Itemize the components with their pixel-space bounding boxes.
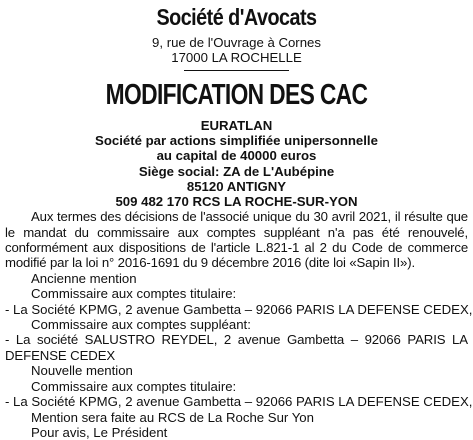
notice-headline: MODIFICATION DES CAC: [105, 79, 368, 111]
former-substitute-label: Commissaire aux comptes suppléant:: [31, 317, 251, 333]
company-capital: au capital de 40000 euros: [156, 148, 317, 164]
separator-rule: [184, 70, 289, 71]
company-registered-office: Siège social: ZA de L'Aubépine: [138, 163, 335, 179]
former-titular-label: Commissaire aux comptes titulaire:: [31, 286, 237, 302]
company-rcs: 509 482 170 RCS LA ROCHE-SUR-YON: [115, 194, 358, 210]
new-titular-label: Commissaire aux comptes titulaire:: [31, 378, 237, 394]
former-substitute-auditor: - La société SALUSTRO REYDEL, 2 avenue Gambetta – 92066 PARIS LA DEFENSE CEDEX: [5, 332, 468, 363]
legal-notice: [5, 0, 473, 440]
company-city: 85120 ANTIGNY: [186, 178, 287, 194]
rcs-mention: Mention sera faite au RCS de La Roche Sur Yon: [31, 409, 314, 425]
firm-address-line1: 9, rue de l'Ouvrage à Cornes: [152, 35, 321, 50]
company-block: [5, 118, 468, 209]
intro-paragraph: Aux termes des décisions de l'associé unique du 30 avril 2021, il résulte que le mandat du commissaire aux comptes suppléant n'a pas été renouvelé, conformément aux dispositions de l'article L.821-1 al 2 du Code de commerce modifié par la loi n° 2016-1691 du 9 décembre 2016 (dite loi «Sapin II»).: [5, 209, 468, 271]
firm-address: [5, 35, 468, 65]
signature: Pour avis, Le Président: [31, 424, 168, 440]
firm-address-line2: 17000 LA ROCHELLE: [171, 50, 302, 65]
former-mention-heading: Ancienne mention: [31, 270, 137, 286]
company-legal-form: Société par actions simplifiée unipersonnelle: [95, 133, 378, 149]
new-titular-auditor: - La Société KPMG, 2 avenue Gambetta – 92066 PARIS LA DEFENSE CEDEX,: [5, 394, 473, 410]
company-name: EURATLAN: [200, 118, 273, 133]
notice-body: [5, 209, 473, 440]
former-titular-auditor: - La Société KPMG, 2 avenue Gambetta – 92066 PARIS LA DEFENSE CEDEX,: [5, 301, 473, 317]
new-mention-heading: Nouvelle mention: [31, 363, 133, 379]
firm-name: Société d'Avocats: [156, 4, 317, 30]
